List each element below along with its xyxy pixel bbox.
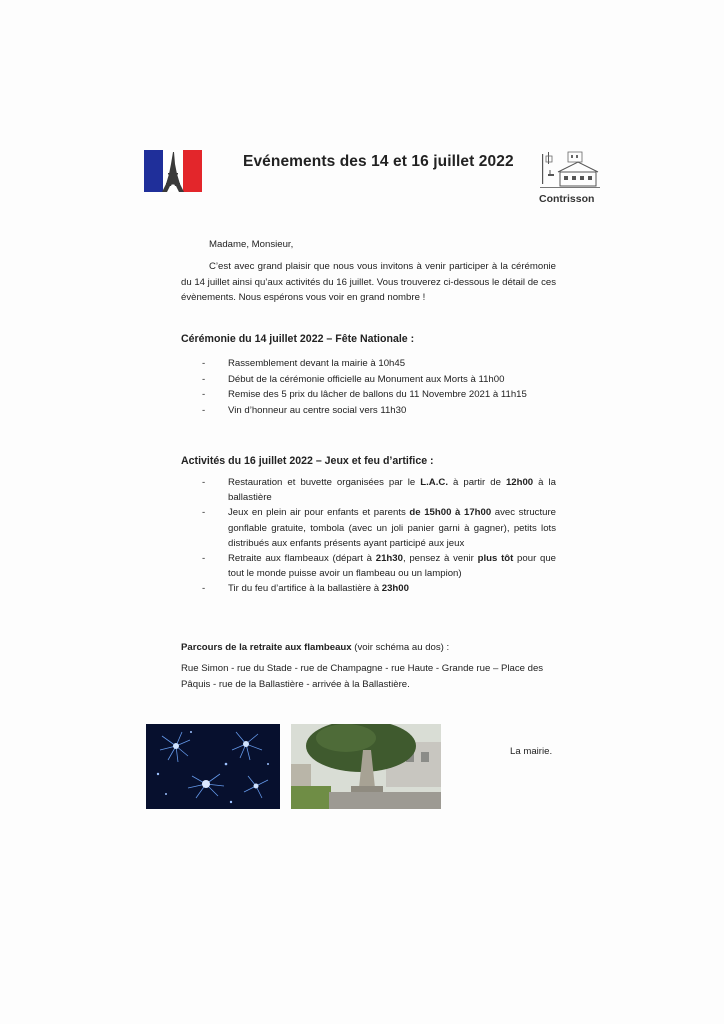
section-heading-ceremony: Cérémonie du 14 juillet 2022 – Fête Nationale : [181,333,415,345]
salutation: Madame, Monsieur, [209,239,294,250]
list-item: - Début de la cérémonie officielle au Monument aux Morts à 11h00 [202,372,556,388]
ceremony-list [202,356,556,418]
section-heading-activities: Activités du 16 juillet 2022 – Jeux et feu d’artifice : [181,455,434,467]
list-item: - Tir du feu d’artifice à la ballastière à 23h00 [202,581,556,596]
fireworks-photo [146,724,280,809]
intro-text: C’est avec grand plaisir que nous vous invitons à venir participer à la cérémonie du 14 juillet ainsi qu’aux activités du 16 juillet. Vous trouverez ci-dessous le détail de ces évènements. Nous espérons vous voir en grand nombre ! [181,261,556,303]
page-title: Evénements des 14 et 16 juillet 2022 [243,153,514,170]
route-text: Rue Simon - rue du Stade - rue de Champagne - rue Haute - Grande rue – Place des Pâquis - rue de la Ballastière - arrivée à la Ballastière. [181,663,544,690]
french-flag-image [144,150,202,192]
list-item: - Jeux en plein air pour enfants et parents de 15h00 à 17h00 avec structure gonflable gratuite, tombola (avec un joli panier garni à gagner), petits lots distribués aux enfants présents ayant participé aux jeux [202,505,556,551]
intro-paragraph [181,259,556,306]
list-item: - Restauration et buvette organisées par le L.A.C. à partir de 12h00 à la ballastière [202,475,556,505]
list-item: - Rassemblement devant la mairie à 10h45 [202,356,556,372]
activities-list [202,475,556,597]
list-item: - Vin d’honneur au centre social vers 11h30 [202,403,556,419]
route-heading: Parcours de la retraite aux flambeaux (voir schéma au dos) : [181,642,450,653]
signature: La mairie. [510,746,553,757]
list-item: - Retraite aux flambeaux (départ à 21h30, pensez à venir plus tôt pour que tout le monde puisse avoir un flambeau ou un lampion) [202,551,556,581]
town-name: Contrisson [539,193,595,205]
monument-photo [291,724,441,809]
town-hall-logo [538,150,602,192]
eiffel-tower-icon [144,150,202,192]
list-item: - Remise des 5 prix du lâcher de ballons du 11 Novembre 2021 à 11h15 [202,387,556,403]
